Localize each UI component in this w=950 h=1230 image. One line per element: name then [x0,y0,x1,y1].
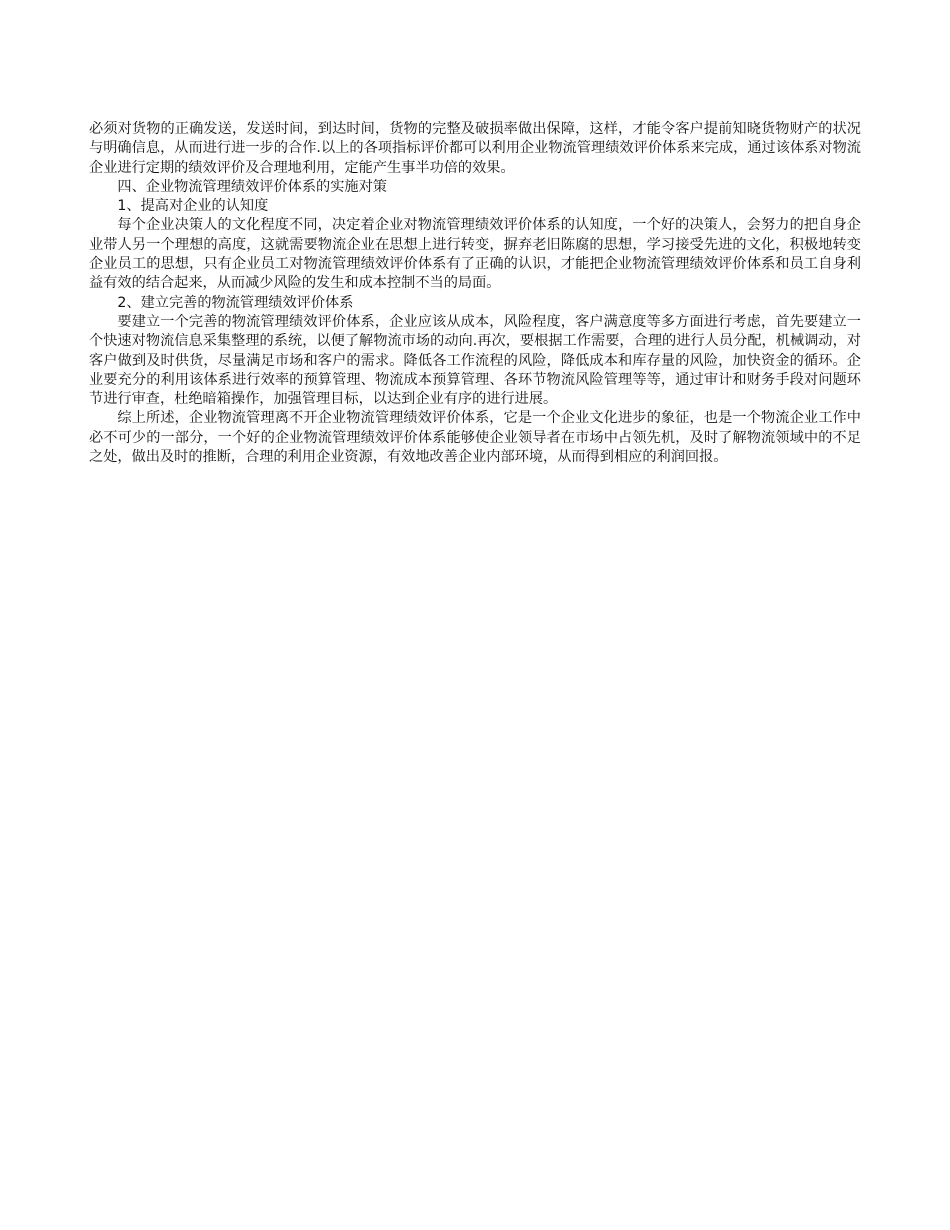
subsection-heading-1: 1、提高对企业的认知度 [117,198,269,215]
subsection-heading-2: 2、建立完善的物流管理绩效评价体系 [117,294,354,311]
paragraph-continued: 必须对货物的正确发送，发送时间，到达时间，货物的完整及破损率做出保障，这样，才能令客户提前知晓货物财产的状况与明确信息，从而进行进一步的合作.以上的各项指标评价都可以利用企业物流管理绩效评价体系来完成，通过该体系对物流企业进行定期的绩效评价及合理地利用，定能产生事半功倍的效果。 [89,121,861,176]
paragraph-conclusion: 综上所述，企业物流管理离不开企业物流管理绩效评价体系，它是一个企业文化进步的象征，也是一个物流企业工作中必不可少的一部分，一个好的企业物流管理绩效评价体系能够使企业领导者在市场中占领先机，及时了解物流领域中的不足之处，做出及时的推断，合理的利用企业资源，有效地改善企业内部环境，从而得到相应的利润回报。 [89,410,861,466]
section-heading-4: 四、企业物流管理绩效评价体系的实施对策 [117,178,387,195]
document-page [89,120,861,467]
paragraph-system: 要建立一个完善的物流管理绩效评价体系，企业应该从成本，风险程度，客户满意度等多方面进行考虑，首先要建立一个快速对物流信息采集整理的系统，以便了解物流市场的动向.再次，要根据工作需要，合理的进行人员分配，机械调动，对客户做到及时供货，尽量满足市场和客户的需求。降低各工作流程的风险，降低成本和库存量的风险，加快资金的循环。企业要充分的利用该体系进行效率的预算管理、物流成本预算管理、各环节物流风险管理等等，通过审计和财务手段对问题环节进行审查，杜绝暗箱操作，加强管理目标，以达到企业有序的进行进展。 [89,313,861,408]
paragraph-awareness: 每个企业决策人的文化程度不同，决定着企业对物流管理绩效评价体系的认知度，一个好的决策人，会努力的把自身企业带人另一个理想的高度，这就需要物流企业在思想上进行转变，摒弃老旧陈腐的思想，学习接受先进的文化，积极地转变企业员工的思想，只有企业员工对物流管理绩效评价体系有了正确的认识，才能把企业物流管理绩效评价体系和员工自身利益有效的结合起来，从而减少风险的发生和成本控制不当的局面。 [89,217,861,292]
